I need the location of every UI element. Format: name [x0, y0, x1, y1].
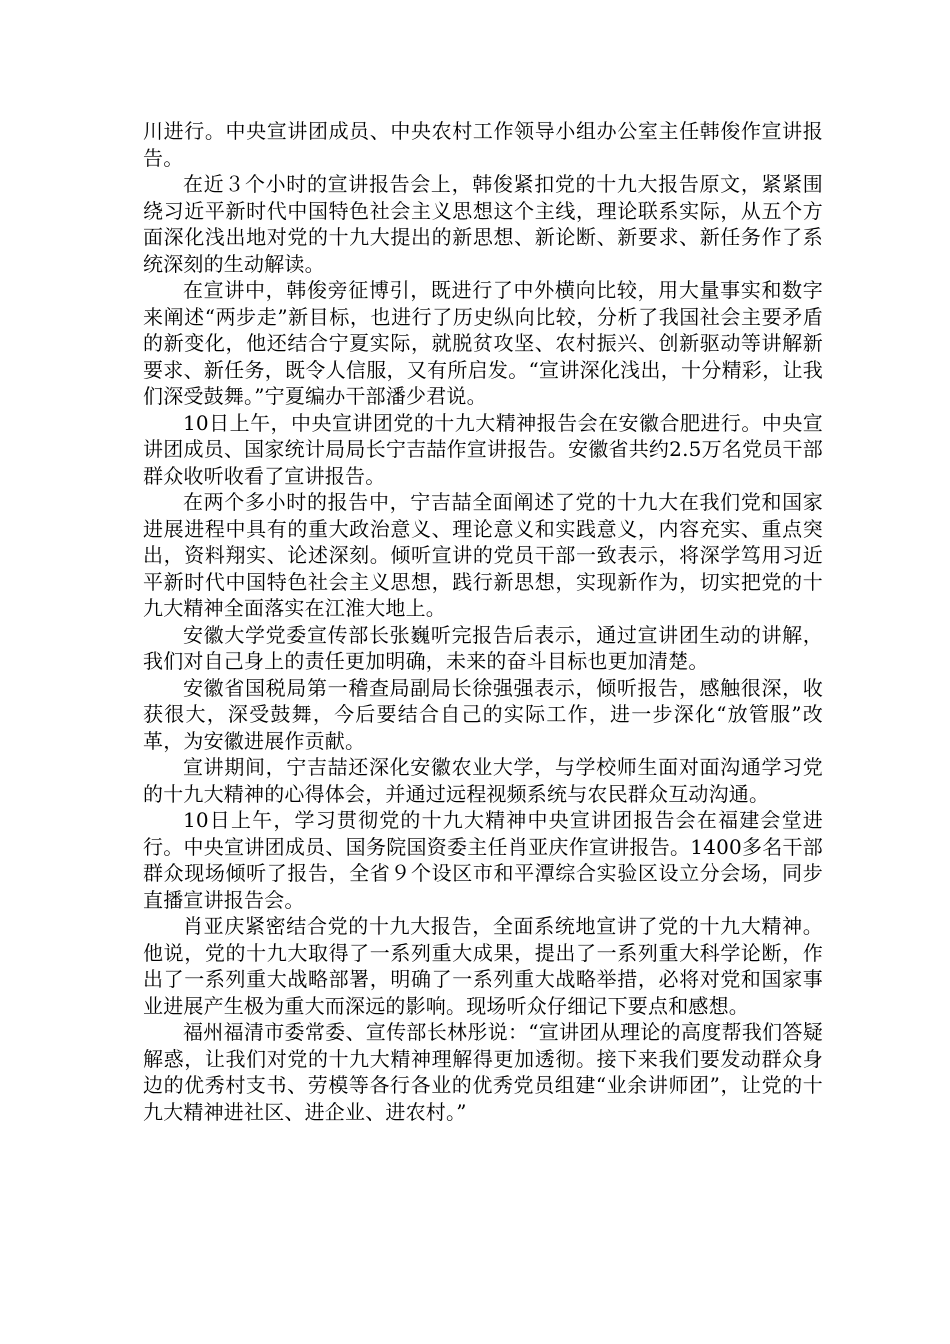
- paragraph-11: 福州福清市委常委、宣传部长林彤说：“宣讲团从理论的高度帮我们答疑解惑，让我们对党的十九大精神理解得更加透彻。接下来我们要发动群众身边的优秀村支书、劳模等各行各业的优秀党员组建“业余讲师团”，让党的十九大精神进社区、进企业、进农村。”: [143, 1020, 823, 1124]
- paragraph-5: 在两个多小时的报告中，宁吉喆全面阐述了党的十九大在我们党和国家进展进程中具有的重大政治意义、理论意义和实践意义，内容充实、重点突出，资料翔实、论述深刻。倾听宣讲的党员干部一致表示，将深学笃用习近平新时代中国特色社会主义思想，践行新思想，实现新作为，切实把党的十九大精神全面落实在江淮大地上。: [143, 490, 823, 620]
- paragraph-10: 肖亚庆紧密结合党的十九大报告，全面系统地宣讲了党的十九大精神。他说，党的十九大取得了一系列重大成果，提出了一系列重大科学论断，作出了一系列重大战略部署，明确了一系列重大战略举措，必将对党和国家事业进展产生极为重大而深远的影响。现场听众仔细记下要点和感想。: [143, 914, 823, 1018]
- paragraph-9: 10日上午，学习贯彻党的十九大精神中央宣讲团报告会在福建会堂进行。中央宣讲团成员、国务院国资委主任肖亚庆作宣讲报告。1400多名干部群众现场倾听了报告，全省９个设区市和平潭综合实验区设立分会场，同步直播宣讲报告会。: [143, 808, 823, 912]
- paragraph-6: 安徽大学党委宣传部长张巍听完报告后表示，通过宣讲团生动的讲解，我们对自己身上的责任更加明确，未来的奋斗目标也更加清楚。: [143, 622, 823, 673]
- paragraph-3: 在宣讲中，韩俊旁征博引，既进行了中外横向比较，用大量事实和数字来阐述“两步走”新目标，也进行了历史纵向比较，分析了我国社会主要矛盾的新变化，他还结合宁夏实际，就脱贫攻坚、农村振兴、创新驱动等讲解新要求、新任务，既令人信服，又有所启发。“宣讲深化浅出，十分精彩，让我们深受鼓舞。”宁夏编办干部潘少君说。: [143, 278, 823, 408]
- paragraph-2: 在近３个小时的宣讲报告会上，韩俊紧扣党的十九大报告原文，紧紧围绕习近平新时代中国特色社会主义思想这个主线，理论联系实际，从五个方面深化浅出地对党的十九大提出的新思想、新论断、新要求、新任务作了系统深刻的生动解读。: [143, 172, 823, 276]
- paragraph-8: 宣讲期间，宁吉喆还深化安徽农业大学，与学校师生面对面沟通学习党的十九大精神的心得体会，并通过远程视频系统与农民群众互动沟通。: [143, 755, 823, 806]
- paragraph-4: 10日上午，中央宣讲团党的十九大精神报告会在安徽合肥进行。中央宣讲团成员、国家统计局局长宁吉喆作宣讲报告。安徽省共约2.5万名党员干部群众收听收看了宣讲报告。: [143, 410, 823, 488]
- article-body: [143, 118, 823, 1125]
- paragraph-7: 安徽省国税局第一稽查局副局长徐强强表示，倾听报告，感触很深，收获很大，深受鼓舞，今后要结合自己的实际工作，进一步深化“放管服”改革，为安徽进展作贡献。: [143, 675, 823, 753]
- paragraph-1: 川进行。中央宣讲团成员、中央农村工作领导小组办公室主任韩俊作宣讲报告。: [143, 119, 823, 170]
